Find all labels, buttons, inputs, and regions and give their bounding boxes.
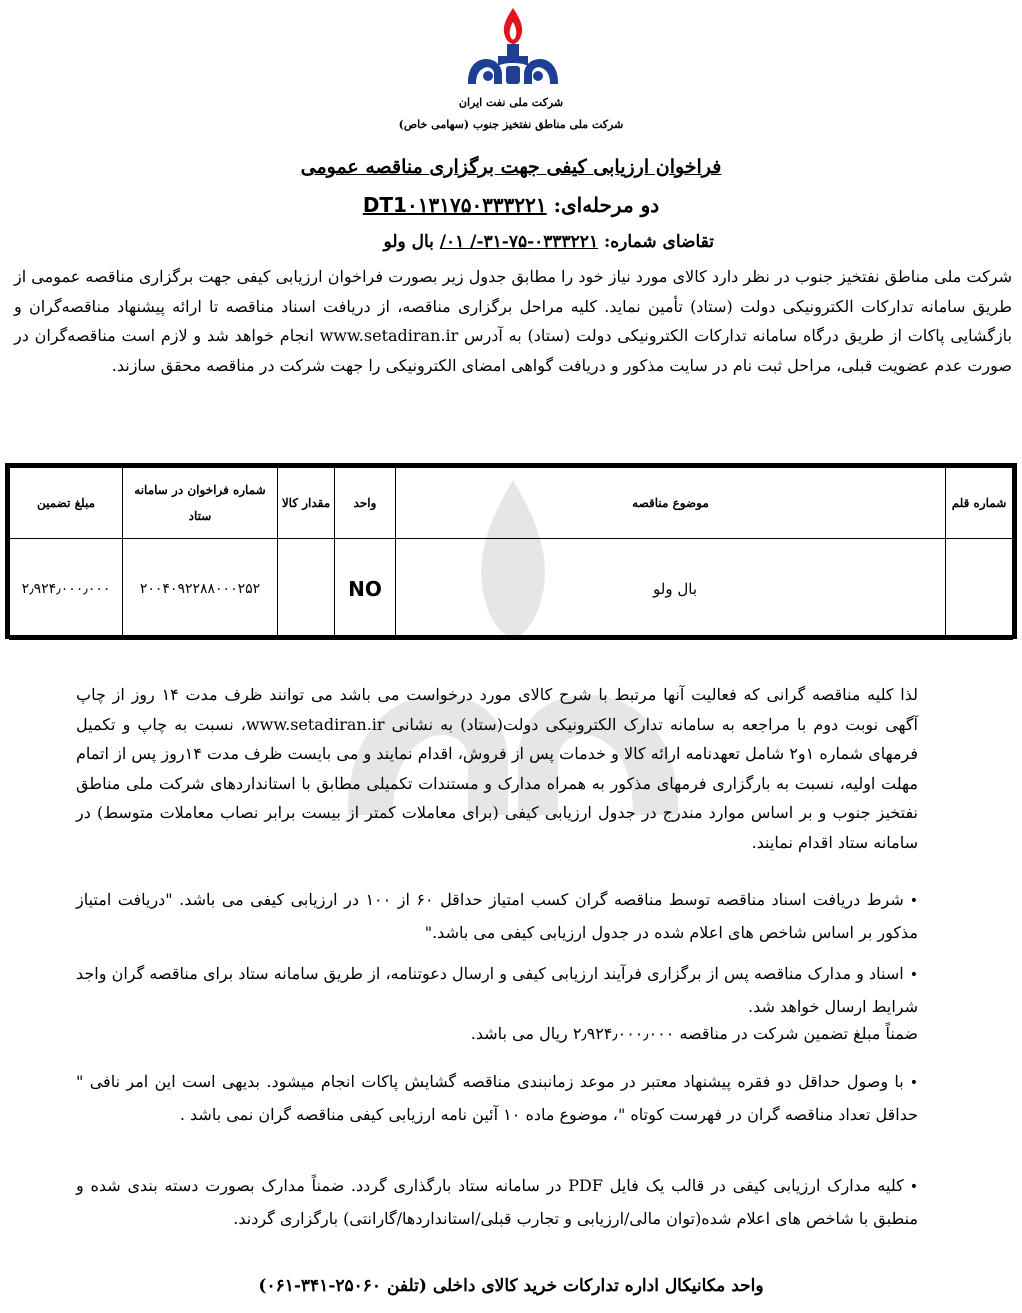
col-header-unit: واحد: [335, 468, 396, 539]
table-row: [10, 539, 1013, 640]
bullet-item: [76, 1170, 918, 1234]
bullet-item: [76, 884, 918, 948]
bullet-text: اسناد و مدارک مناقصه پس از برگزاری فرآیند ارزیابی کیفی و ارسال دعوتنامه، از طریق سامانه ستاد برای مناقصه گران واجد شرایط ارسال خواهد شد.: [76, 964, 918, 1016]
main-paragraph: لذا کلیه مناقصه گرانی که فعالیت آنها مرتبط با شرح کالای مورد درخواست می باشد می توانند ظرف مدت ۱۴ روز از چاپ آگهی نوبت دوم با مراجعه به سامانه تدارک الکترونیکی دولت(ستاد) به نشانی www.setadiran.ir، نسبت به چاپ و تکمیل فرمهای شماره ۱و۲ شامل تعهدنامه ارائه کالا و خدمات پس از فروش، اقدام نمایند و می بایست ظرف مدت ۱۴روز پس از اتمام مهلت اولیه، نسبت به بارگزاری فرمهای مذکور به همراه مدارک و مستندات تکمیلی مطابق با استانداردهای شرکت ملی مناطق نفتخیز جنوب و بر اساس موارد مندرج در جدول ارزیابی کیفی (برای معاملات کمتر از بیست برابر نصاب معاملات متوسط) در سامانه ستاد اقدام نمایند.: [76, 685, 919, 852]
cell-unit: NO: [335, 539, 396, 640]
bullet-icon: •: [909, 893, 919, 909]
bullet-text: کلیه مدارک ارزیابی کیفی در قالب یک فایل PDF در سامانه ستاد بارگذاری گردد. ضمناً مدارک بصورت دسته بندی شده و منطبق با شاخص های اعلام شده(توان مالی/ارزیابی و تجارب قبلی/استانداردها/گارانتی) بارگزاری گردند.: [76, 1176, 918, 1228]
request-label: تقاضای شماره:: [604, 232, 714, 252]
bullet-text: با وصول حداقل دو فقره پیشنهاد معتبر در موعد زمانبندی مناقصه گشایش پاکات انجام میشود. بدیهی است این امر نافی " حداقل تعداد مناقصه گران در فهرست کوتاه "، موضوع ماده ۱۰ آئین نامه ارزیابی کیفی مناقصه گران نمی باشد .: [76, 1072, 918, 1124]
stage-code-latin: DT1: [362, 193, 407, 217]
stage-label: دو مرحله‌ای:: [553, 193, 660, 217]
cell-row-no: [946, 539, 1013, 640]
cell-setad-no: ۲۰۰۴۰۹۲۲۸۸۰۰۰۲۵۲: [123, 539, 278, 640]
title-text: فراخوان ارزیابی کیفی جهت برگزاری مناقصه عمومی: [300, 156, 722, 178]
bullet-text: شرط دریافت اسناد مناقصه توسط مناقصه گران کسب امتیاز حداقل ۶۰ از ۱۰۰ در ارزیابی کیفی می باشد. "دریافت امتیاز مذکور بر اساس شاخص های اعلام شده در جدول ارزیابی کیفی می باشد.": [76, 890, 918, 942]
table-header-row: [10, 468, 1013, 539]
footer-contact: واحد مکانیکال اداره تدارکات خرید کالای داخلی (تلفن ۲۵۰۶۰-۳۴۱-۰۶۱): [258, 1276, 764, 1296]
cell-qty: [278, 539, 335, 640]
bullet-icon: •: [909, 1179, 918, 1195]
sub-org-name: شرکت ملی مناطق نفتخیز جنوب (سهامی خاص): [398, 118, 624, 131]
cell-guarantee: ۲٫۹۲۴٫۰۰۰٫۰۰۰: [10, 539, 123, 640]
request-item: بال ولو: [383, 232, 434, 252]
col-header-setad-no: شماره فراخوان در سامانه ستاد: [123, 468, 278, 539]
org-name: شرکت ملی نفت ایران: [458, 96, 564, 109]
bullet-item: [76, 1066, 918, 1130]
bullet-icon: •: [909, 967, 918, 983]
guarantee-note: ضمناً مبلغ تضمین شرکت در مناقصه ۲٫۹۲۴٫۰۰۰٫۰۰۰ ریال می باشد.: [470, 1024, 918, 1043]
nioc-logo: [458, 4, 568, 92]
stage-code: [363, 193, 547, 217]
request-line: [384, 232, 714, 252]
tender-table: [9, 467, 1013, 640]
page-title: [0, 156, 1022, 178]
request-number: ۰۳۳۳۲۲۱-۷۵-۳۱-/ ۰۱/: [439, 232, 599, 252]
cell-subject: بال ولو: [396, 539, 946, 640]
bullet-icon: •: [909, 1075, 918, 1091]
stage-number: ۰۱۳۱۷۵۰۳۳۳۲۲۱: [406, 193, 547, 217]
bullet-item: [76, 958, 918, 1022]
col-header-row-no: شماره قلم: [946, 468, 1013, 539]
tender-table-frame: [5, 463, 1017, 639]
stage-line: [0, 193, 1022, 217]
col-header-subject: موضوع مناقصه: [396, 468, 946, 539]
col-header-qty: مقدار کالا: [278, 468, 335, 539]
intro-paragraph: شرکت ملی مناطق نفتخیز جنوب در نظر دارد کالای مورد نیاز خود را مطابق جدول زیر بصورت فراخوان ارزیابی کیفی جهت برگزاری مناقصه عمومی از طریق سامانه تدارکات الکترونیکی دولت (ستاد) تأمین نماید. کلیه مراحل برگزاری مناقصه، از دریافت اسناد مناقصه تا ارائه پیشنهاد مناقصه‌گران و بازگشایی پاکات از طریق درگاه سامانه تدارکات الکترونیکی دولت (ستاد) به آدرس www.setadiran.ir انجام خواهد شد و لازم است مناقصه‌گران در صورت عدم عضویت قبلی، مراحل ثبت نام در سایت مذکور و دریافت گواهی امضای الکترونیکی را جهت شرکت در مناقصه محقق سازند.: [14, 267, 1012, 375]
col-header-guarantee: مبلغ تضمین: [10, 468, 123, 539]
